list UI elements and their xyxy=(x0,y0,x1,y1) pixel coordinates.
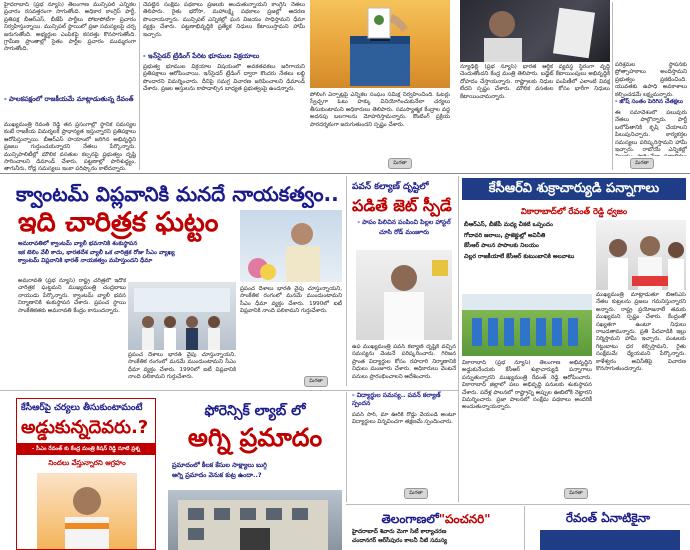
person-icon xyxy=(460,0,610,62)
section-divider xyxy=(346,504,690,505)
group-icon xyxy=(462,294,592,356)
column-divider xyxy=(458,176,459,502)
column-divider xyxy=(524,506,525,550)
ballot-box-photo xyxy=(310,0,450,88)
pawan-headline: పడితే జెట్ స్పీడే xyxy=(352,196,452,215)
pawan-photo xyxy=(356,250,452,340)
more-button[interactable]: మిగతా xyxy=(304,376,328,387)
panchayat-bullets xyxy=(352,528,522,550)
fire-headline: అగ్ని ప్రమాదం xyxy=(187,423,323,452)
top-col5-body2: ఈ సమావేశంలో పలువురు నేతలు పాల్గొన్నారు. పార్టీ బలోపేతానికి కృషి చేయాలని పిలుపునిచ్చారు. కార్యకర్తల సమస్యలు పరిష్కరిస్తామని హామీ ఇచ్చారు. రాబోయే ఎన్నికల్లో xyxy=(615,110,687,154)
panchayat-headline: తెలంగాణలో"పంచనరి" xyxy=(381,512,491,526)
pawan-subhead: - విద్యార్థుల సమస్య.. పవన్ కల్యాణ్ స్పందన xyxy=(352,392,441,408)
ballot-box-icon xyxy=(310,0,450,88)
column-divider xyxy=(139,2,140,170)
person-icon xyxy=(356,250,452,340)
students-photo xyxy=(462,294,592,356)
bullet-item: ప్రమాదంలో కీలక కేసుల సాక్ష్యాలు బుగ్గి xyxy=(172,461,267,469)
kcr-bullets xyxy=(464,220,594,276)
kishan-photo xyxy=(37,473,137,549)
pawan-kicker: పవన్ కల్యాణ్ దృష్టిలో xyxy=(352,182,429,192)
section-divider xyxy=(0,173,690,174)
top-col4-body: న్యూఢిల్లీ (ప్రభ న్యూస్) భారత ఆర్థిక వ్యవస్థ స్థిరంగా వృద్ధి చెందుతోందని కేంద్ర మంత్రి తెలిపారు. బడ్జెట్ కేటాయింపులు అభివృద్ధికి దోహదం చేస్తాయన్నారు. రాష్ట్రాలకు నిధుల పంపిణీలో ఎలాంటి వివక్ష లేదని స్పష్టం చేశారు. మౌలిక వసతుల కోసం భారీగా నిధులు కేటాయించామన్నారు. xyxy=(460,64,610,100)
event-photo xyxy=(128,282,236,350)
quantum-kicker: క్వాంటమ్ విప్లవానికి మనదే నాయకత్వం.. xyxy=(16,182,339,206)
quantum-bullets xyxy=(18,240,236,278)
kcr-banner: వికారాబాద్‌లో రేవంత్ రెడ్డి ధ్వజం xyxy=(520,206,628,216)
quantum-body-cont: ప్రపంచ దేశాలు భారత్ వైపు చూస్తున్నాయని, సాంకేతిక రంగంలో మనమే ముందుంటామని సీఎం ధీమా వ్యక్తం చేశారు. 1990లో ఐటీ విప్లవానికి నాంది పలికామని గుర్తుచేశారు. xyxy=(128,352,236,381)
column-divider xyxy=(346,392,347,502)
bullet-item: క్వాంటమ్ విప్లవానికి భారత్ నాయకత్వం మహిస్తుందని ధీమా xyxy=(18,258,153,265)
quantum-headline: ఇది చారిత్రక ఘట్టం xyxy=(18,207,219,238)
top-col5-subhead: - జోష్ సంతం పెరిగిన చేతక్షలు xyxy=(615,99,684,105)
revanth-photo xyxy=(596,220,686,290)
chandrababu-photo xyxy=(240,210,342,282)
top-col2-body2: ప్రభుత్వ భూముల విక్రయాల విషయంలో అవకతవకలు జరిగాయని ప్రతిపక్షాలు ఆరోపించాయి. ఇన్‌సైడర్ ట్రేడింగ్ ద్వారా కొందరు నేతలు లబ్ధి పొందారని విమర్శించారు. దీనిపై సమగ్ర విచారణ జరిపించాలని డిమాండ్ చేశారు. ప్రజల ఆస్తులను కాపాడాల్సిన బాధ్యత ప్రభుత్వంపై ఉందన్నారు. xyxy=(143,64,305,93)
bullet-item: బీఆర్ఎస్, బీజేపీ మధ్య చీకటి ఒప్పందం xyxy=(464,222,553,228)
bullet-item: చందానగర్ ఆర్‌సీపురం కాలనీ నీటి సమస్య xyxy=(352,538,448,544)
person-icon xyxy=(37,473,137,549)
bullet-item: కేసీఆర్ పాలన పాపాలకు నిలయం xyxy=(464,243,539,249)
top-col2-body: చేపట్టిన సంక్షేమ పథకాలు ప్రజలకు అందుతున్నాయని కాంగ్రెస్ నేతలు తెలిపారు. రైతు భరోసా, మహాలక్ష్మి పథకాలు ప్రజల్లో ఆదరణ పొందాయన్నారు. మున్సిపల్ ఎన్నికల్లో ఘన విజయం సాధిస్తామని ధీమా వ్యక్తం చేశారు. పట్టణాభివృద్ధికి ప్రత్యేక నిధులు కేటాయిస్తామని హామీ ఇచ్చారు. xyxy=(143,2,305,38)
revanth-bottom-banner xyxy=(540,530,680,550)
kishan-banner: - సీఎం రేవంత్ కు కేంద్ర మంత్రి కిషన్ రెడ్డి సూటి ప్రశ్న xyxy=(17,443,155,455)
kcr-body-side: ముఖ్యమంత్రి మాట్లాడుతూ బీఆర్ఎస్ నేతల కుట్రలను ప్రజలు గమనిస్తున్నారని అన్నారు. రాష్ట్ర ప్రయోజనాలే తమకు ముఖ్యమని స్పష్టం చేశారు. కేంద్రంతో సఖ్యతగా ఉంటూ నిధులు రాబడతామన్నారు. ప్రతి పేదవాడికి ఇల్లు నిర్మిస్తామని హామీ ఇచ్చారు. పంటలకు గిట్టుబాటు ధర కల్పిస్తామని, రైతు సంక్షేమమే ధ్యేయమని పేర్కొన్నారు. కాళేశ్వరం అవినీతిపై విచారణ కొనసాగుతుందన్నారు. xyxy=(596,292,686,373)
quantum-body2: ప్రపంచ దేశాలు భారత్ వైపు చూస్తున్నాయని, సాంకేతిక రంగంలో మనమే ముందుంటామని సీఎం ధీమా వ్యక్తం చేశారు. 1990లో ఐటీ విప్లవానికి నాంది పలికామని గుర్తుచేశారు. xyxy=(240,286,342,315)
person-icon xyxy=(240,210,342,282)
more-button[interactable]: మిగతా xyxy=(404,488,428,499)
bullet-item: అగ్ని ప్రమాదం వెనుక కుట్ర ఉందా..? xyxy=(172,471,262,479)
section-divider xyxy=(0,390,458,391)
pawan-body2: పవన్ సార్, మా ఊరికి రోడ్డు వేయండి అంటూ విద్యార్థులు విన్నవించగా తక్షణమే స్పందించారు. xyxy=(352,412,456,426)
building-icon xyxy=(168,490,342,550)
group-icon xyxy=(128,282,236,350)
quantum-body: అమరావతి (ప్రభ న్యూస్) రాష్ట్ర చరిత్రలో ఇదొక చారిత్రక ఘట్టమని ముఖ్యమంత్రి చంద్రబాబు నాయుడు పేర్కొన్నారు. క్వాంటమ్ వ్యాలీ భవన నిర్మాణానికి శంకుస్థాపన చేశారు. ప్రపంచ స్థాయి సాంకేతికతకు అమరావతి కేంద్రం కానుందన్నారు. xyxy=(18,278,126,314)
top-left-body2: ముఖ్యమంత్రి రేవంత్ రెడ్డి తన ప్రసంగాల్లో స్థానిక సమస్యల కంటే రాజకీయ విమర్శలకే ప్రాధాన్యత ఇస్తున్నారని ప్రతిపక్షాలు ఆరోపిస్తున్నాయి. బీఆర్ఎస్ హయాంలో జరిగిన అభివృద్ధిని ప్రజలు గుర్తుంచుకున్నారని నేతలు పేర్కొన్నారు. మున్సిపాలిటీల్లో మౌలిక వసతుల కల్పనపై ప్రభుత్వం దృష్టి సారించాలని డిమాండ్ చేశారు. పట్టణాల్లో పారిశుద్ధ్యం, తాగునీరు, రోడ్ల సమస్యలు ఇంకా పరిష్కారం కాలేదన్నారు. xyxy=(4,122,136,172)
kishan-tagline: నిందలు వేస్తున్నారని ఆగ్రహం xyxy=(48,459,126,467)
kcr-kicker: కేసీఆర్‌వి శుక్రాచార్యుడి పన్నాగాలు xyxy=(462,178,686,200)
kishan-headline: అడ్డుకున్నదెవరు.? xyxy=(21,417,149,438)
bullet-item: చిల్లర రాజకీయాలే కేసీఆర్ కుటుంబానికి అలవాటు xyxy=(464,253,575,260)
revanth-bottom-headline: రేవంత్ ఏనాటికైనా xyxy=(565,511,651,525)
kishan-box xyxy=(16,398,156,550)
fire-bullets xyxy=(172,460,342,486)
kcr-body: వికారాబాద్ (ప్రభ న్యూస్) తెలంగాణ అభివృద్ధిని అడ్డుకునేందుకు కేసీఆర్ శుక్రాచార్యుడి పన్నాగాలు పన్నుతున్నారని ముఖ్యమంత్రి రేవంత్ రెడ్డి ఆరోపించారు. వికారాబాద్ జిల్లాలో పలు అభివృద్ధి పనులకు శంకుస్థాపన చేశారు. పదేళ్ల పాలనలో రాష్ట్రాన్ని అప్పుల ఊబిలోకి నెట్టారని విమర్శించారు. ప్రజా పాలనలో సంక్షేమ పథకాలు అందరికీ అందుతున్నాయన్నారు. xyxy=(462,360,592,411)
top-col5-body: పరిశ్రమల స్థాపనకు ప్రోత్సాహకాలు అందిస్తామని ప్రభుత్వం ప్రకటించింది. యువతకు ఉపాధి అవకాశాలు కల్పించడమే లక్ష్యమన్నారు. xyxy=(615,62,687,98)
panchayat-headline-b: పంచనరి xyxy=(444,512,485,526)
pawan-body: ఉప ముఖ్యమంత్రి పవన్ కల్యాణ్ దృష్టికి వచ్చిన సమస్యను వెంటనే పరిష్కరించారు. గిరిజన ప్రాంత విద్యార్థుల కోసం రహదారి నిర్మాణానికి నిధులు మంజూరు చేశారు. అధికారులు వెంటనే పనులు ప్రారంభించాలని ఆదేశించారు. xyxy=(352,344,456,380)
column-divider xyxy=(346,176,347,386)
kishan-kicker: కేసీఆర్‌పై చర్యలు తీసుకుంటామంటే xyxy=(21,403,143,413)
top-left-subhead: - పాలకపక్షంలో రాజకీయమే మాట్లాడుతున్న రేవంత్ xyxy=(4,95,134,103)
person-icon xyxy=(596,220,686,290)
top-left-body: హైదరాబాద్ (ప్రభ న్యూస్) తెలంగాణ మున్సిపల్ ఎన్నికల ప్రచారం రసవత్తరంగా సాగుతోంది. అధికార కాంగ్రెస్ పార్టీ, ప్రతిపక్ష బీఆర్ఎస్, బీజేపీ పార్టీలు పోటాపోటీగా ప్రచారం నిర్వహిస్తున్నాయి. మున్సిపల్ స్థాయిలో ప్రజా సమస్యలపై చర్చ జరుగుతోంది. అభ్యర్థుల ఎంపికపై కసరత్తు కొనసాగుతోంది. గ్రామీణ ప్రాంతాల్లో సైతం పార్టీల ప్రచారం ముమ్మరంగా సాగుతోంది. xyxy=(4,2,136,53)
top-col3-body: పోలింగ్ ఏర్పాట్లపై ఎన్నికల సంఘం సమీక్ష నిర్వహించింది. ఓటర్లు స్వేచ్ఛగా ఓటు హక్కు వినియోగించుకునేలా చర్యలు తీసుకుంటామని అధికారులు తెలిపారు. సమస్యాత్మక కేంద్రాల వద్ద అదనపు బలగాలను మోహరిస్తామన్నారు. కౌంటింగ్ ప్రక్రియ పారదర్శకంగా జరుగుతుందని స్పష్టం చేశారు. xyxy=(310,92,450,128)
more-button[interactable]: మిగతా xyxy=(630,158,654,169)
fire-kicker: ఫోరెన్సిక్ ల్యాబ్ లో xyxy=(204,403,306,419)
leader-photo xyxy=(460,0,610,62)
more-button[interactable]: మిగతా xyxy=(388,158,412,169)
pawan-tagline: - పాపం పిలిచిన పంపించి పిల్లల హాస్టల్ చూసి రోడ్ మంజూరు xyxy=(357,219,451,236)
bullet-item: అమరావతిలో క్వాంటమ్ వ్యాలీ భవనానికి శంకుస్థాపన xyxy=(18,241,138,247)
column-divider xyxy=(612,2,613,170)
bullet-item: గోదావరి జలాలు, ప్రాజెక్టుల్లో అవినీతి xyxy=(464,232,546,239)
fire-photo xyxy=(168,490,342,550)
more-button[interactable]: మిగతా xyxy=(564,488,588,499)
bullet-item: హైదరాబాద్ శివారు మెగా సిటీ కార్యాచరణ xyxy=(352,529,447,535)
top-col2-subhead: - ఇన్‌సైడర్ ట్రేడింగ్ పేరిట భూముల విక్రయాలు xyxy=(143,52,260,60)
bullet-item: ఇక టెలిం వేలీ కాదు, భారతదేశ వ్యాలీ ఒక చారిత్రక రోజు సీఎం వ్యాఖ్య xyxy=(18,249,175,256)
panchayat-headline-a: తెలంగాణలో xyxy=(381,512,439,526)
